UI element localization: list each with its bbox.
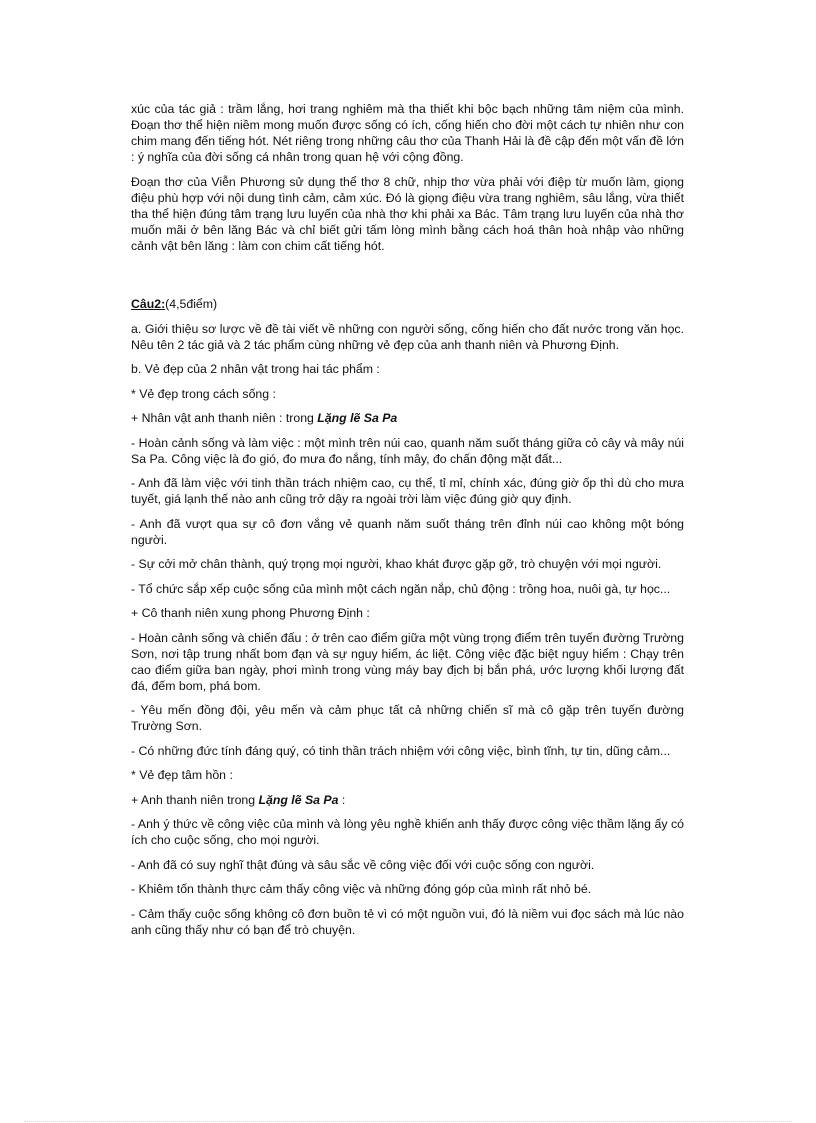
list-item: - Khiêm tốn thành thực cảm thấy công việc và những đóng góp của mình rất nhỏ bé.: [131, 882, 592, 896]
work-title: Lặng lẽ Sa Pa: [258, 792, 339, 807]
question-points: (4,5điểm): [165, 297, 218, 311]
list-item: - Có những đức tính đáng quý, có tinh thần trách nhiệm với công việc, bình tĩnh, tự tin, dũng cảm...: [131, 743, 671, 758]
section-gap: [131, 262, 684, 296]
list-item: - Anh đã có suy nghĩ thật đúng và sâu sắc về công việc đối với cuộc sống con người.: [131, 857, 595, 872]
paragraph: Đoạn thơ của Viễn Phương sử dụng thể thơ 8 chữ, nhịp thơ vừa phải với điệp từ muốn làm, giọng điệu phù hợp với nội dung tình cảm, cảm xúc. Đó là giọng điệu vừa trang nghiêm, sâu lắng, vừa thiết tha thể hiện đúng tâm trạng lưu luyến của nhà thơ khi phải xa Bác. Tâm trạng lưu luyến của nhà thơ muốn mãi ở bên lăng Bác và chỉ biết gửi tấm lòng mình bằng cách hoá thân hoà nhập vào những cảnh vật bên lăng : làm con chim cất tiếng hót.: [131, 174, 684, 253]
list-item: - Hoàn cảnh sống và làm việc : một mình trên núi cao, quanh năm suốt tháng giữa cỏ cây và mây núi Sa Pa. Công việc là đo gió, đo mưa đo nắng, tính mây, đo chấn động mặt đất...: [131, 435, 684, 466]
paragraph: xúc của tác giả : trầm lắng, hơi trang nghiêm mà tha thiết khi bộc bạch những tâm niệm của mình. Đoạn thơ thể hiện niềm mong muốn được sống có ích, cống hiến cho đời một cách tự nhiên như con chim mang đến tiếng hót. Nét riêng trong những câu thơ của Thanh Hải là đề cập đến một vấn đề lớn : ý nghĩa của đời sống cá nhân trong quan hệ với cộng đồng.: [131, 102, 684, 164]
section-lifestyle: * Vẻ đẹp trong cách sống :: [131, 386, 276, 401]
work-title: Lặng lẽ Sa Pa: [317, 411, 398, 425]
list-item: - Tổ chức sắp xếp cuộc sống của mình một cách ngăn nắp, chủ động : trồng hoa, nuôi gà, tự học...: [131, 581, 671, 596]
question-label: Câu2:: [131, 297, 166, 311]
page-bottom-divider: [24, 1121, 792, 1122]
question-heading: [131, 296, 684, 312]
list-item: - Sự cởi mở chân thành, quý trọng mọi người, khao khát được gặp gỡ, trò chuyện với mọi người.: [131, 557, 662, 571]
list-item: - Anh đã vượt qua sự cô đơn vắng vẻ quanh năm suốt tháng trên đỉnh núi cao không một bóng người.: [131, 516, 684, 547]
section-soul: * Vẻ đẹp tâm hồn :: [131, 768, 233, 782]
soul-heading: + Anh thanh niên trong Lặng lẽ Sa Pa :: [131, 792, 346, 807]
document-body: [131, 101, 684, 946]
list-item: - Yêu mến đồng đội, yêu mến và cảm phục tất cả những chiến sĩ mà cô gặp trên tuyến đường Trường Sơn.: [131, 703, 684, 733]
list-item: - Cảm thấy cuộc sống không cô đơn buồn tẻ vì có một nguồn vui, đó là niềm vui đọc sách mà lúc nào anh cũng thấy như có bạn để trò chuyện.: [131, 906, 684, 937]
character-1-heading: + Nhân vật anh thanh niên : trong Lặng lẽ Sa Pa: [131, 411, 398, 425]
part-a: a. Giới thiệu sơ lược về đề tài viết về những con người sống, cống hiến cho đất nước trong văn học. Nêu tên 2 tác giả và 2 tác phẩm cùng những vẻ đẹp của anh thanh niên và Phương Định.: [131, 321, 684, 352]
list-item: - Anh ý thức về công việc của mình và lòng yêu nghề khiến anh thấy được công việc thầm lặng ấy có ích cho cuộc sống, cho mọi người.: [131, 817, 684, 847]
list-item: - Anh đã làm việc với tinh thần trách nhiệm cao, cụ thể, tỉ mỉ, chính xác, đúng giờ ốp thì dù cho mưa tuyết, giá lạnh thế nào anh cũng trở dậy ra ngoài trời làm việc đúng giờ quy định.: [131, 476, 684, 506]
list-item: - Hoàn cảnh sống và chiến đấu : ở trên cao điểm giữa một vùng trọng điểm trên tuyến đường Trường Sơn, nơi tập trung nhất bom đạn và sự nguy hiểm, ác liệt. Công việc đặc biệt nguy hiểm : Chạy trên cao điểm giữa ban ngày, phơi mình trong vùng máy bay địch bị bắn phá, ước lượng khối lượng đất đá, đếm bom, phá bom.: [131, 630, 684, 693]
character-2-heading: + Cô thanh niên xung phong Phương Định :: [131, 606, 370, 620]
part-b: b. Vẻ đẹp của 2 nhân vật trong hai tác phẩm :: [131, 362, 380, 376]
